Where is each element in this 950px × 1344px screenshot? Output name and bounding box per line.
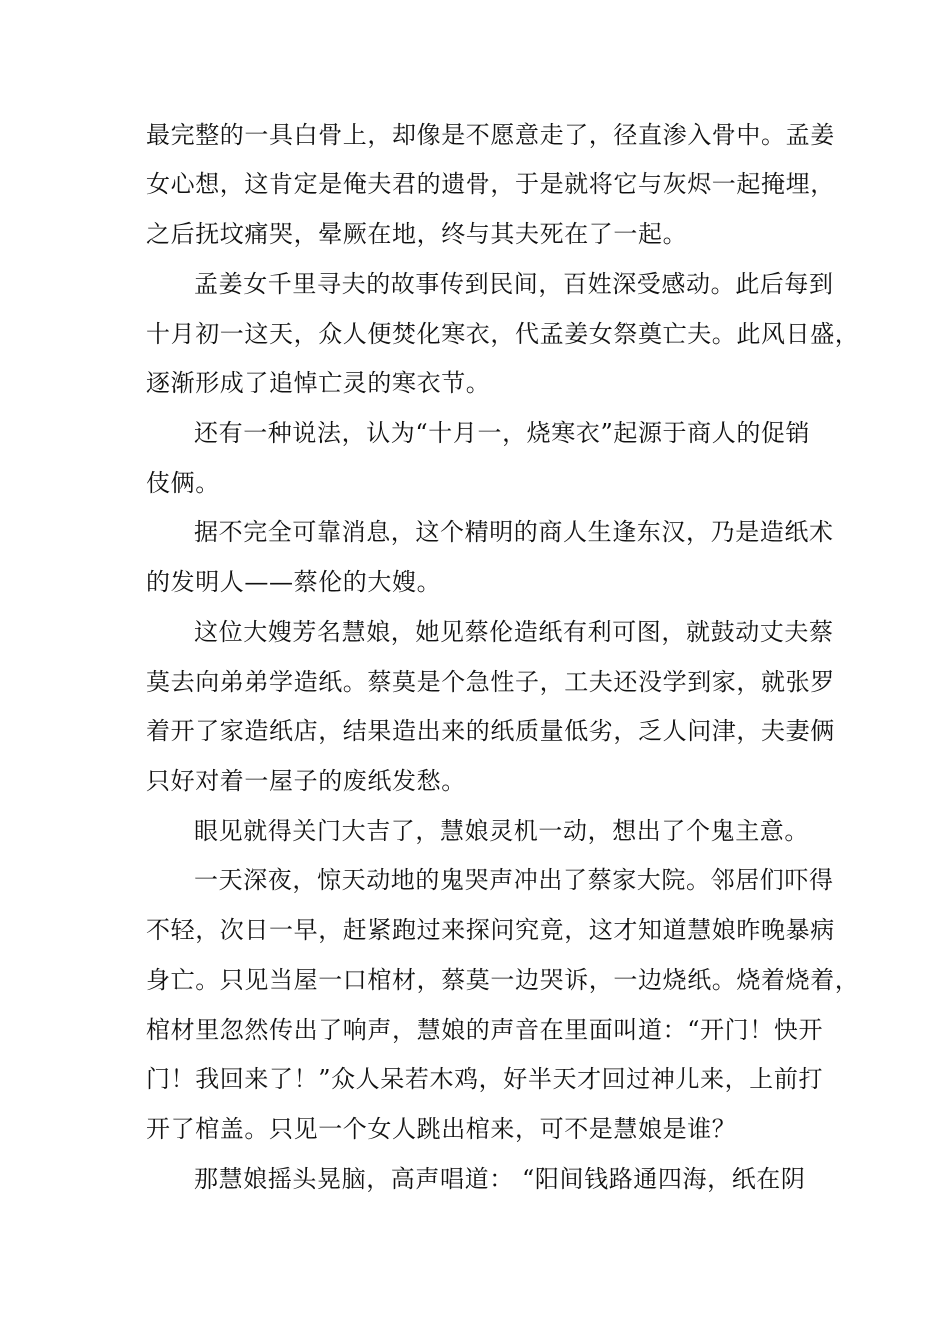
text-line: 眼见就得关门大吉了，慧娘灵机一动，想出了个鬼主意。	[194, 817, 809, 845]
text-line: 的发明人——蔡伦的大嫂。	[146, 568, 442, 596]
text-line: 十月初一这天，众人便焚化寒衣，代孟姜女祭奠亡夫。此风日盛，	[146, 320, 860, 348]
text-line: 伎俩。	[146, 469, 220, 497]
text-line: 着开了家造纸店，结果造出来的纸质量低劣，乏人问津，夫妻俩	[146, 717, 835, 745]
text-line: 门！我回来了！”众人呆若木鸡，好半天才回过神儿来，上前打	[146, 1065, 824, 1093]
text-line: 女心想，这肯定是俺夫君的遗骨，于是就将它与灰烬一起掩埋，	[146, 170, 835, 198]
text-line: 莫去向弟弟学造纸。蔡莫是个急性子，工夫还没学到家，就张罗	[146, 668, 835, 696]
text-line: 最完整的一具白骨上，却像是不愿意走了，径直渗入骨中。孟姜	[146, 121, 835, 149]
text-line: 只好对着一屋子的废纸发愁。	[146, 767, 466, 795]
text-line: 一天深夜，惊天动地的鬼哭声冲出了蔡家大院。邻居们吓得	[194, 866, 834, 894]
text-line: 不轻，次日一早，赶紧跑过来探问究竟，这才知道慧娘昨晚暴病	[146, 916, 835, 944]
text-line: 孟姜女千里寻夫的故事传到民间，百姓深受感动。此后每到	[194, 270, 834, 298]
text-line: 身亡。只见当屋一口棺材，蔡莫一边哭诉，一边烧纸。烧着烧着，	[146, 966, 860, 994]
text-line: 开了棺盖。只见一个女人跳出棺来，可不是慧娘是谁？	[146, 1115, 737, 1143]
text-line: 这位大嫂芳名慧娘，她见蔡伦造纸有利可图，就鼓动丈夫蔡	[194, 618, 834, 646]
text-line: 还有一种说法，认为“十月一，烧寒衣”起源于商人的促销	[194, 419, 811, 447]
text-line: 棺材里忽然传出了响声，慧娘的声音在里面叫道：“开门！快开	[146, 1016, 824, 1044]
text-line: 据不完全可靠消息，这个精明的商人生逢东汉，乃是造纸术	[194, 518, 834, 546]
text-line: 那慧娘摇头晃脑，高声唱道： “阳间钱路通四海，纸在阴	[194, 1165, 806, 1193]
text-line: 逐渐形成了追悼亡灵的寒衣节。	[146, 369, 491, 397]
text-line: 之后抚坟痛哭，晕厥在地，终与其夫死在了一起。	[146, 220, 688, 248]
